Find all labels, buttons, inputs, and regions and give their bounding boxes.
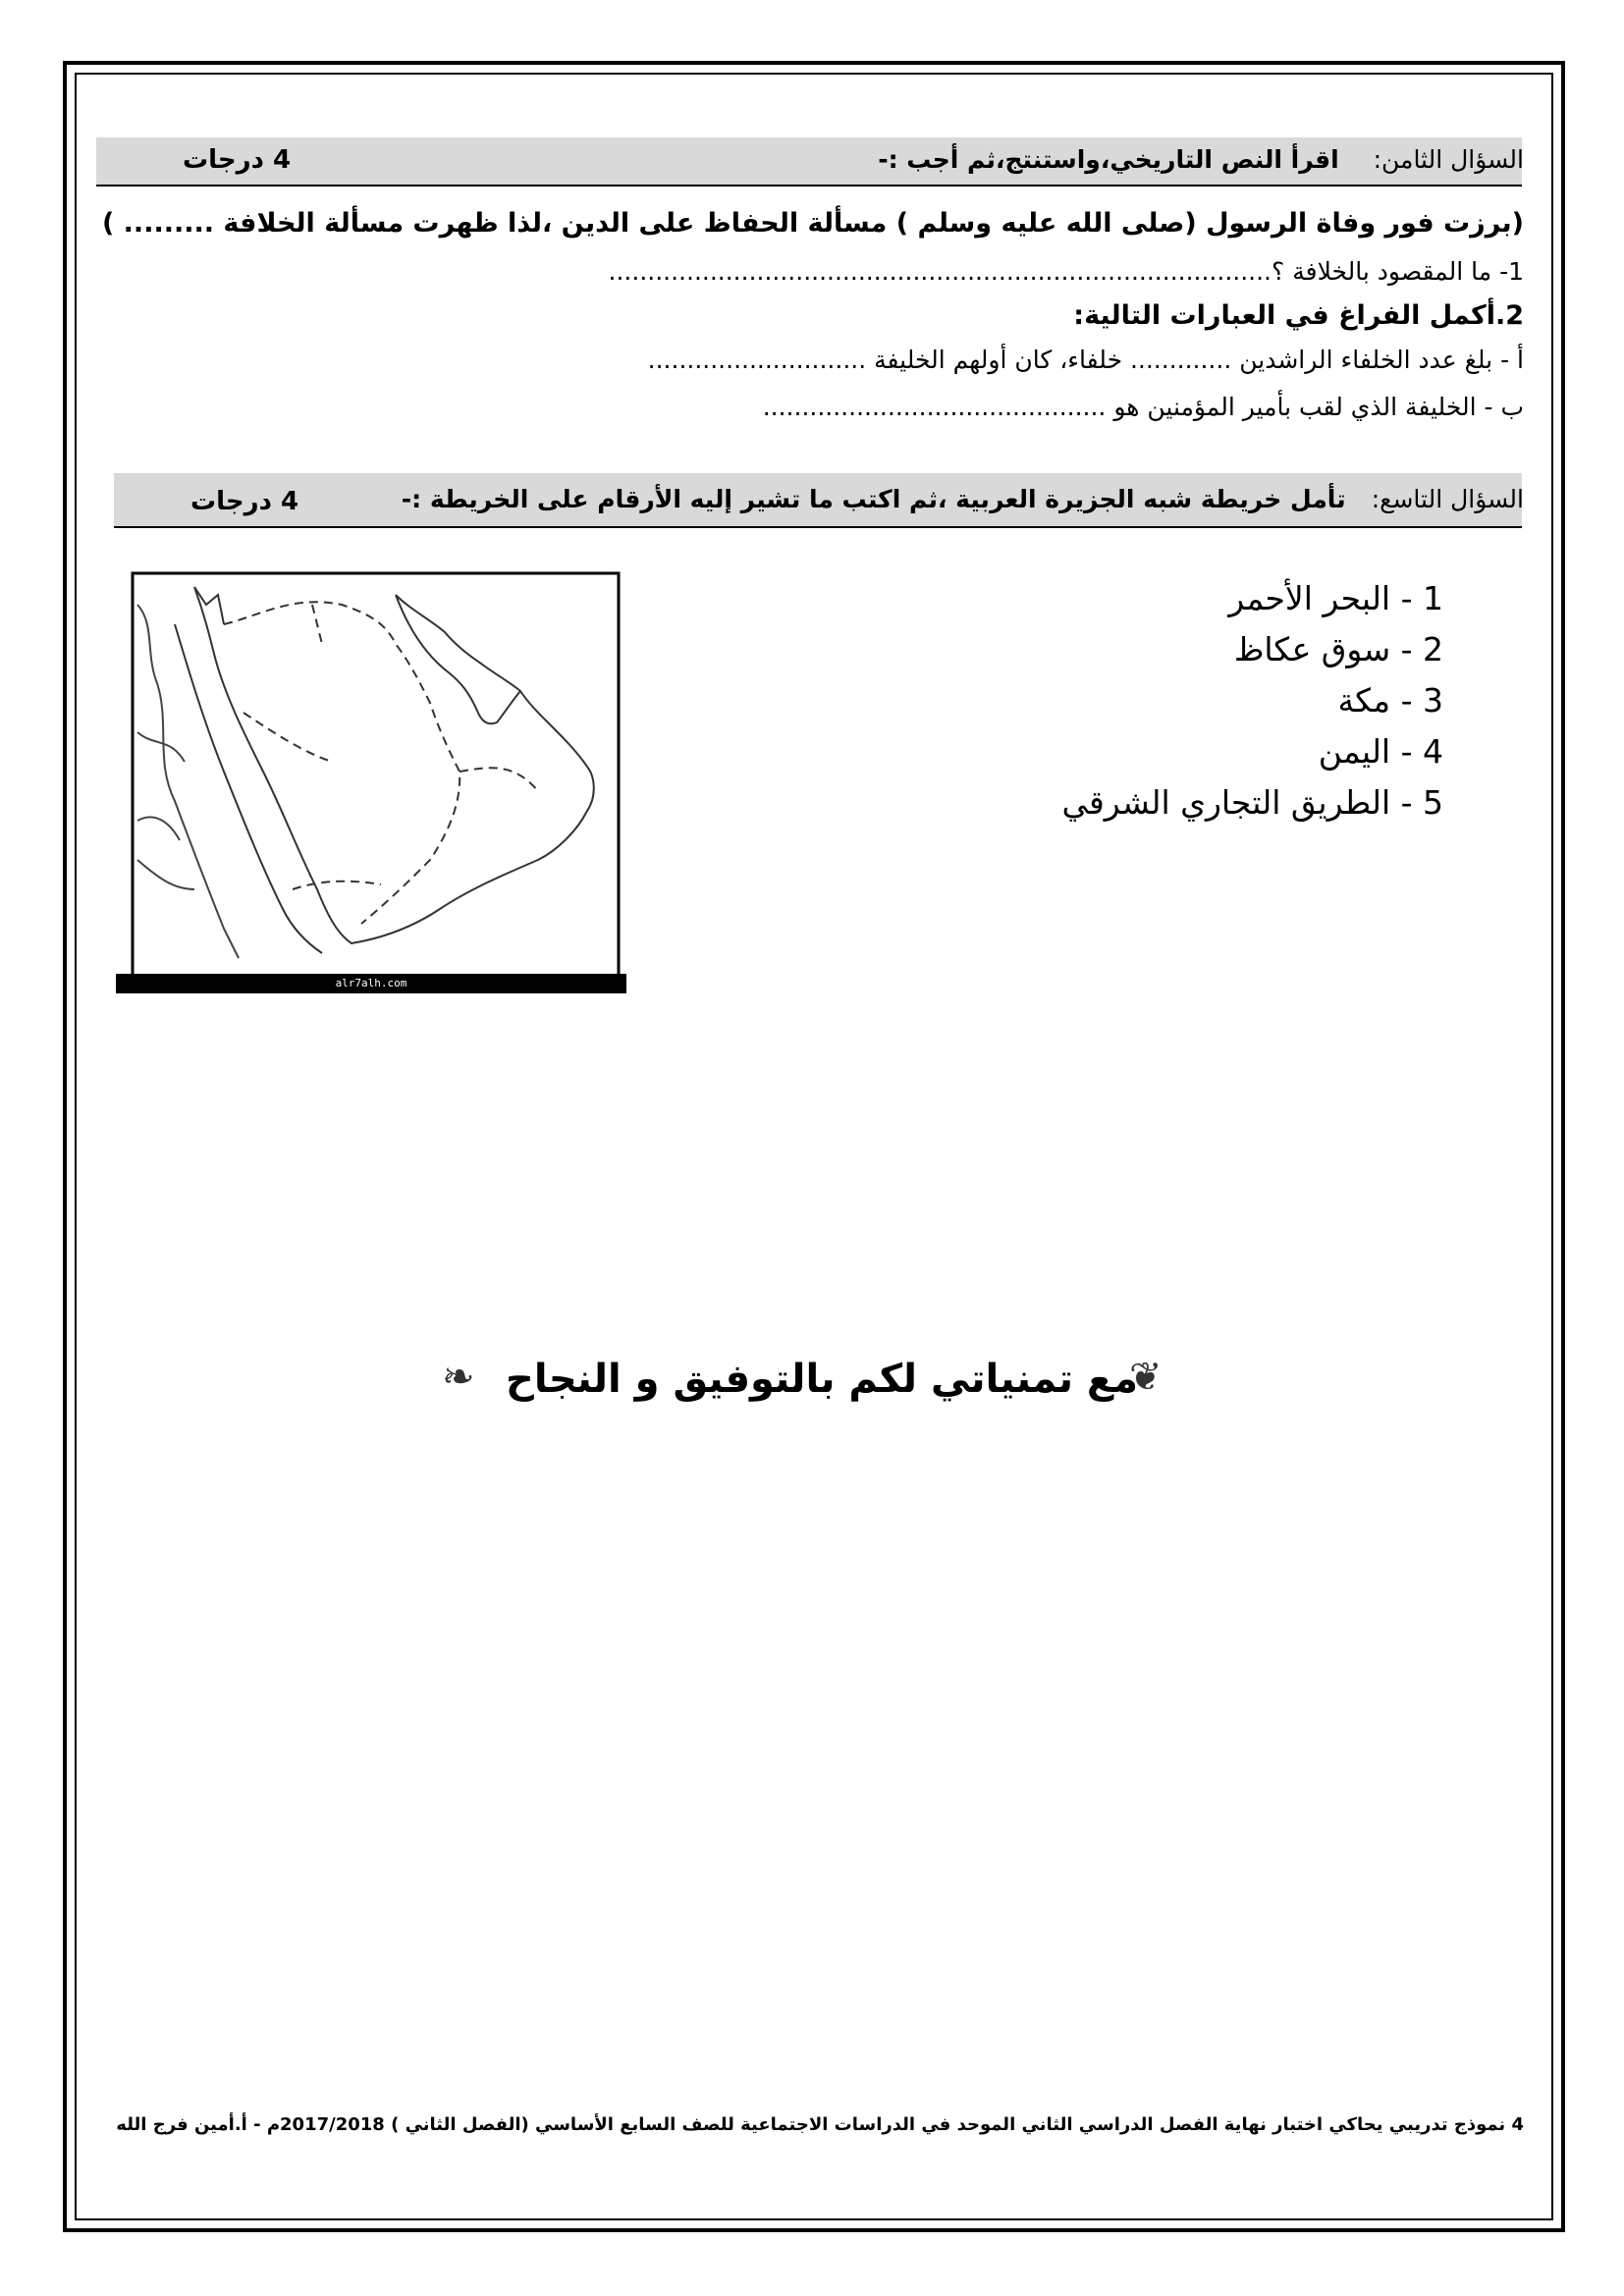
arabian-peninsula-map [116, 565, 626, 989]
closing-wishes: مع تمنياتي لكم بالتوفيق و النجاح [506, 1357, 1139, 1402]
question-9-title: تأمل خريطة شبه الجزيرة العربية ،ثم اكتب ما تشير إليه الأرقام على الخريطة :- [401, 485, 1346, 513]
question-8-title: اقرأ النص التاريخي،واستنتج،ثم أجب :- [878, 145, 1339, 174]
question-8-item-1: 1- ما المقصود بالخلافة ؟..................................................................................... [608, 257, 1524, 286]
question-9-header [402, 485, 1524, 513]
question-9-marks: 4 درجات [190, 487, 299, 516]
arabian-peninsula-map-drawing [116, 565, 626, 989]
question-8-header [878, 145, 1524, 174]
map-legend-item-2: 2 - سوق عكاظ [1233, 630, 1443, 668]
map-legend-item-5: 5 - الطريق التجاري الشرقي [1061, 783, 1443, 822]
question-8-item-2-heading: 2.أكمل الفراغ في العبارات التالية: [1073, 300, 1524, 331]
right-ornament-icon: ❧ [442, 1355, 475, 1400]
question-8-marks: 4 درجات [183, 145, 292, 175]
left-ornament-icon: ❦ [1129, 1355, 1163, 1400]
question-8-item-2a: أ - بلغ عدد الخلفاء الراشدين ............. خلفاء، كان أولهم الخليفة ............................ [647, 346, 1524, 374]
page-footer: 4 نموذج تدريبي يحاكي اختبار نهاية الفصل الدراسي الثاني الموحد في الدراسات الاجتماعية للصف السابع الأساسي (الفصل الثاني ) 2017/2018م - أ.أمين فرج الله [116, 2114, 1524, 2135]
map-source-caption: alr7alh.com [116, 974, 626, 993]
map-legend-item-1: 1 - البحر الأحمر [1228, 579, 1443, 617]
map-legend-item-3: 3 - مكة [1337, 681, 1443, 720]
question-8-passage: (برزت فور وفاة الرسول (صلى الله عليه وسلم ) مسألة الحفاظ على الدين ،لذا ظهرت مسألة الخلافة ......... ) [101, 208, 1524, 239]
map-legend-item-4: 4 - اليمن [1318, 732, 1443, 771]
question-9-label: السؤال التاسع: [1371, 485, 1524, 513]
question-8-item-2b: ب - الخليفة الذي لقب بأمير المؤمنين هو ............................................ [762, 393, 1524, 421]
question-8-label: السؤال الثامن: [1373, 145, 1524, 174]
